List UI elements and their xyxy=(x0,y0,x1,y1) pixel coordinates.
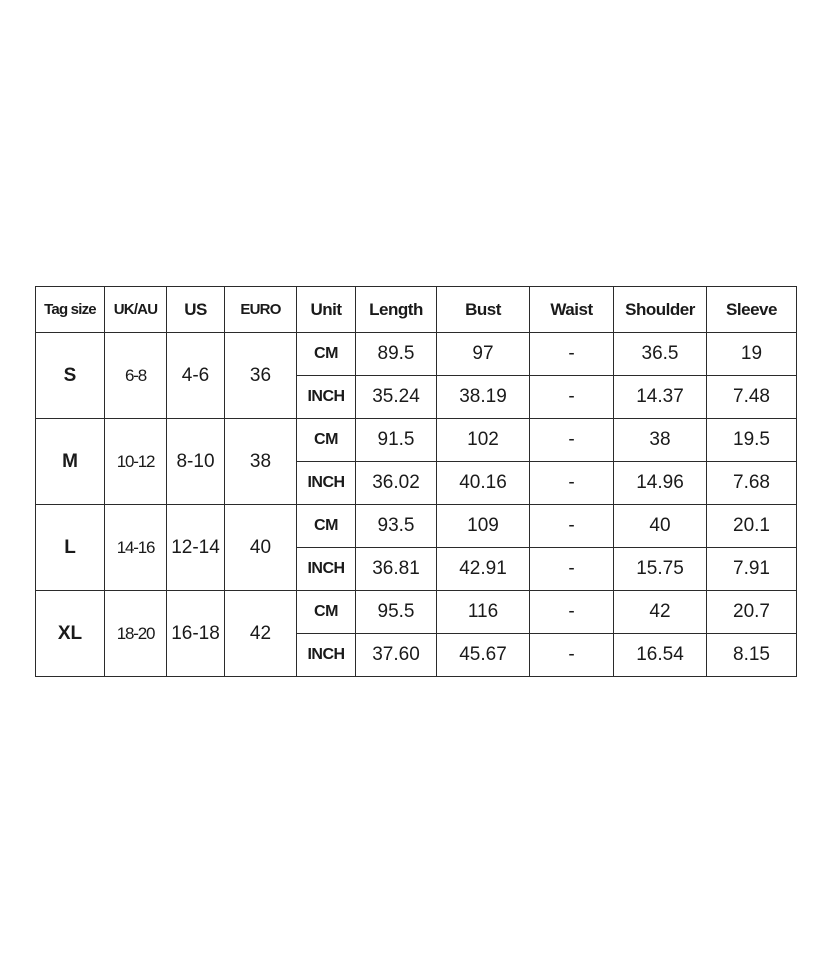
length-cell: 37.60 xyxy=(356,634,437,677)
euro-cell: 38 xyxy=(225,419,297,505)
uk-au-cell: 10-12 xyxy=(105,419,167,505)
bust-cell: 42.91 xyxy=(437,548,530,591)
waist-cell: - xyxy=(530,634,614,677)
table-row-m-cm xyxy=(36,419,797,462)
table-row-xl-cm xyxy=(36,591,797,634)
waist-cell: - xyxy=(530,548,614,591)
waist-cell: - xyxy=(530,591,614,634)
unit-cell: INCH xyxy=(297,634,356,677)
shoulder-cell: 14.37 xyxy=(614,376,707,419)
length-cell: 89.5 xyxy=(356,333,437,376)
waist-cell: - xyxy=(530,333,614,376)
shoulder-cell: 42 xyxy=(614,591,707,634)
shoulder-cell: 16.54 xyxy=(614,634,707,677)
bust-cell: 45.67 xyxy=(437,634,530,677)
header-sleeve: Sleeve xyxy=(707,287,797,333)
length-cell: 93.5 xyxy=(356,505,437,548)
unit-cell: INCH xyxy=(297,462,356,505)
tag-size-cell: XL xyxy=(36,591,105,677)
length-cell: 35.24 xyxy=(356,376,437,419)
table-row-s-cm xyxy=(36,333,797,376)
tag-size-cell: L xyxy=(36,505,105,591)
euro-cell: 36 xyxy=(225,333,297,419)
waist-cell: - xyxy=(530,505,614,548)
shoulder-cell: 40 xyxy=(614,505,707,548)
length-cell: 95.5 xyxy=(356,591,437,634)
shoulder-cell: 14.96 xyxy=(614,462,707,505)
header-uk-au: UK/AU xyxy=(105,287,167,333)
waist-cell: - xyxy=(530,376,614,419)
tag-size-cell: M xyxy=(36,419,105,505)
bust-cell: 116 xyxy=(437,591,530,634)
sleeve-cell: 8.15 xyxy=(707,634,797,677)
header-euro: EURO xyxy=(225,287,297,333)
tag-size-cell: S xyxy=(36,333,105,419)
size-chart-table xyxy=(35,286,797,677)
waist-cell: - xyxy=(530,462,614,505)
bust-cell: 38.19 xyxy=(437,376,530,419)
uk-au-cell: 18-20 xyxy=(105,591,167,677)
sleeve-cell: 7.48 xyxy=(707,376,797,419)
shoulder-cell: 38 xyxy=(614,419,707,462)
length-cell: 36.02 xyxy=(356,462,437,505)
unit-cell: CM xyxy=(297,333,356,376)
euro-cell: 42 xyxy=(225,591,297,677)
euro-cell: 40 xyxy=(225,505,297,591)
sleeve-cell: 7.68 xyxy=(707,462,797,505)
unit-cell: INCH xyxy=(297,376,356,419)
unit-cell: INCH xyxy=(297,548,356,591)
us-cell: 16-18 xyxy=(167,591,225,677)
us-cell: 12-14 xyxy=(167,505,225,591)
sleeve-cell: 20.7 xyxy=(707,591,797,634)
unit-cell: CM xyxy=(297,591,356,634)
uk-au-cell: 14-16 xyxy=(105,505,167,591)
unit-cell: CM xyxy=(297,419,356,462)
waist-cell: - xyxy=(530,419,614,462)
us-cell: 8-10 xyxy=(167,419,225,505)
bust-cell: 109 xyxy=(437,505,530,548)
sleeve-cell: 19.5 xyxy=(707,419,797,462)
bust-cell: 40.16 xyxy=(437,462,530,505)
sleeve-cell: 7.91 xyxy=(707,548,797,591)
sleeve-cell: 20.1 xyxy=(707,505,797,548)
uk-au-cell: 6-8 xyxy=(105,333,167,419)
sleeve-cell: 19 xyxy=(707,333,797,376)
header-waist: Waist xyxy=(530,287,614,333)
length-cell: 36.81 xyxy=(356,548,437,591)
bust-cell: 102 xyxy=(437,419,530,462)
header-bust: Bust xyxy=(437,287,530,333)
header-length: Length xyxy=(356,287,437,333)
shoulder-cell: 36.5 xyxy=(614,333,707,376)
length-cell: 91.5 xyxy=(356,419,437,462)
header-unit: Unit xyxy=(297,287,356,333)
header-us: US xyxy=(167,287,225,333)
header-tag-size: Tag size xyxy=(36,287,105,333)
shoulder-cell: 15.75 xyxy=(614,548,707,591)
bust-cell: 97 xyxy=(437,333,530,376)
header-shoulder: Shoulder xyxy=(614,287,707,333)
us-cell: 4-6 xyxy=(167,333,225,419)
table-row-l-cm xyxy=(36,505,797,548)
header-row xyxy=(36,287,797,333)
unit-cell: CM xyxy=(297,505,356,548)
